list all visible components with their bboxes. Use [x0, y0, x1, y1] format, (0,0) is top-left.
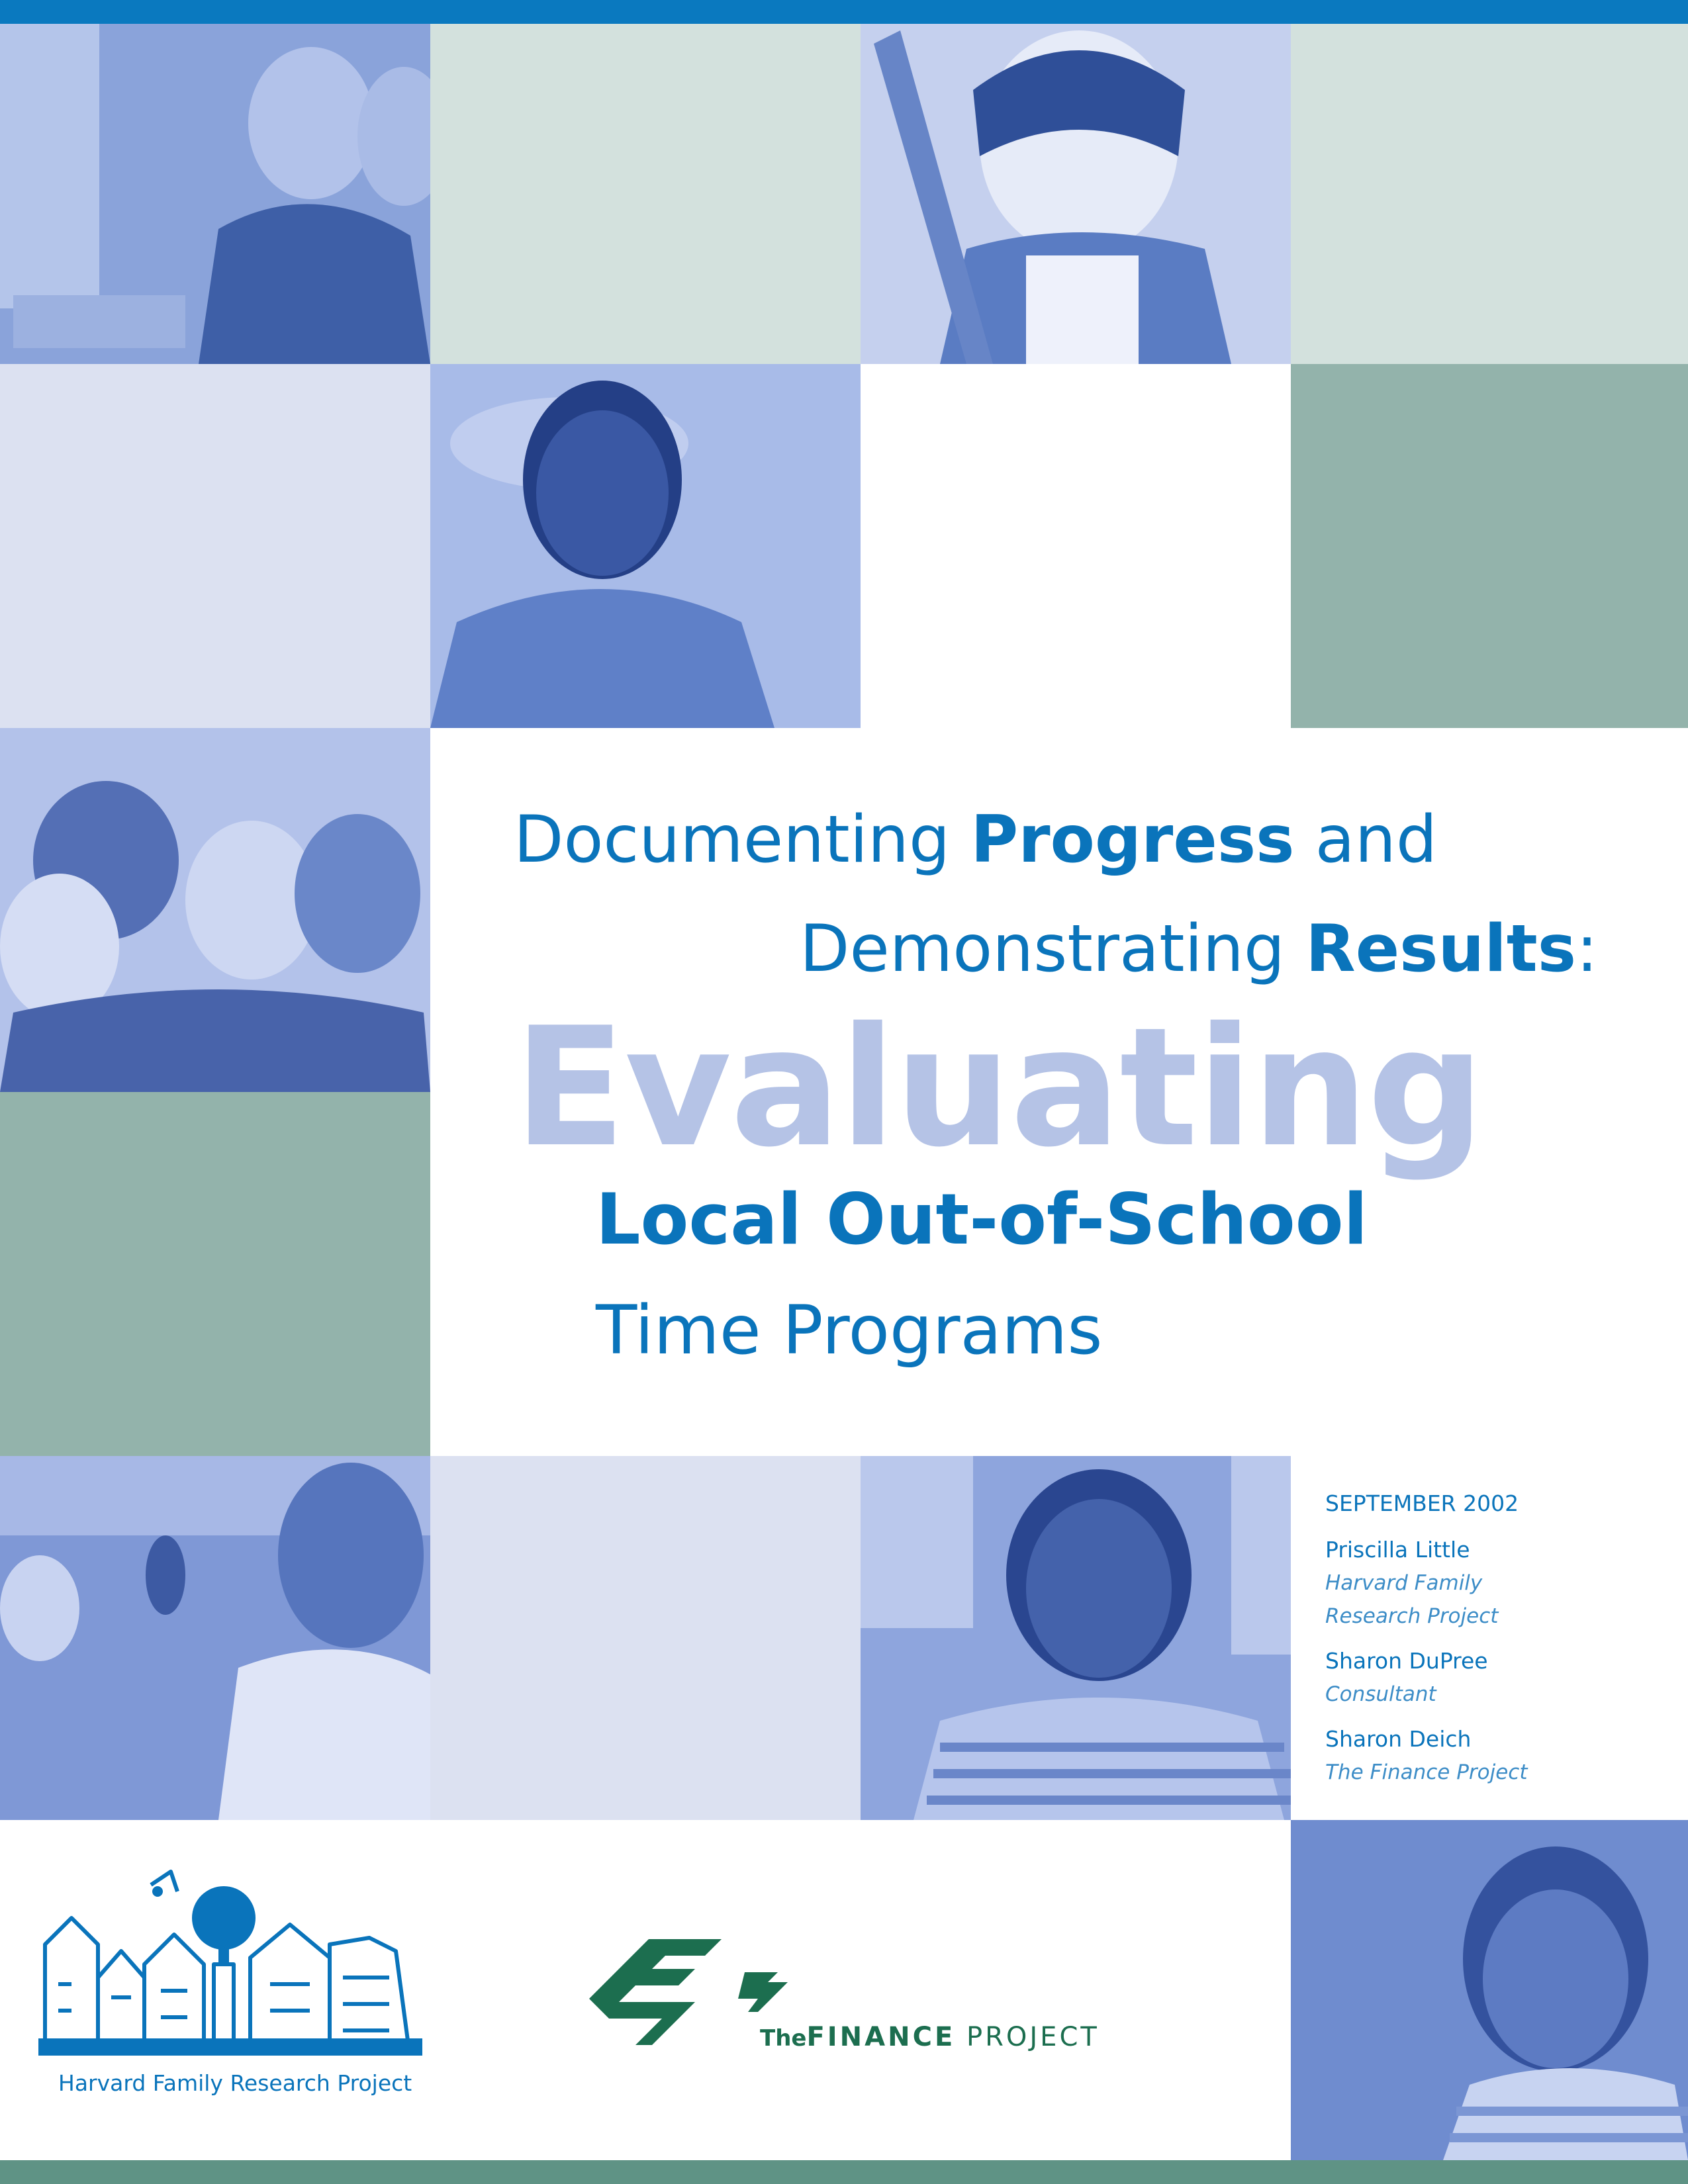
photo-girl-in-library [861, 1456, 1291, 1820]
author-name: Sharon Deich [1325, 1726, 1472, 1752]
title-evaluating: Evaluating [514, 993, 1483, 1183]
author-name: Sharon DuPree [1325, 1648, 1488, 1674]
tile-mint [1291, 24, 1688, 364]
photo-children-at-computer [0, 24, 430, 364]
bottom-bar [0, 2160, 1688, 2184]
publication-date: SEPTEMBER 2002 [1325, 1490, 1519, 1516]
tile-sage [1291, 364, 1688, 728]
tile-white [861, 364, 1291, 728]
author-affiliation: Research Project [1325, 1604, 1499, 1628]
tile-sage [0, 1092, 430, 1456]
finance-project-wordmark: TheFINANCE PROJECT [760, 2022, 1100, 2052]
tile-lavender [430, 1456, 861, 1820]
photo-girl-with-flute [861, 24, 1291, 364]
author-block [1325, 1723, 1669, 1789]
title-emphasis-progress: Progress [970, 802, 1295, 878]
title-emphasis-results: Results [1305, 911, 1577, 987]
title-line-1: Documenting Progress and [514, 802, 1438, 878]
hfrp-logo-drawing [38, 1865, 422, 2064]
photo-group-of-children [0, 728, 430, 1092]
top-bar [0, 0, 1688, 24]
author-block [1325, 1533, 1669, 1633]
photo-children-playing [0, 1456, 430, 1820]
tile-lavender [0, 364, 430, 728]
author-affiliation: The Finance Project [1325, 1760, 1528, 1784]
photo-smiling-girl [1291, 1820, 1688, 2160]
author-affiliation: Harvard Family [1325, 1571, 1483, 1595]
hfrp-logo-label: Harvard Family Research Project [58, 2070, 412, 2096]
tile-mint [430, 24, 861, 364]
author-name: Priscilla Little [1325, 1537, 1470, 1563]
author-affiliation: Consultant [1325, 1682, 1436, 1706]
title-line-4: Local Out-of-School [596, 1179, 1368, 1260]
photo-smiling-boy [430, 364, 861, 728]
title-line-2: Demonstrating Results: [800, 911, 1599, 987]
author-credits [1325, 1490, 1669, 1801]
author-block [1325, 1645, 1669, 1711]
title-line-5: Time Programs [596, 1291, 1103, 1370]
